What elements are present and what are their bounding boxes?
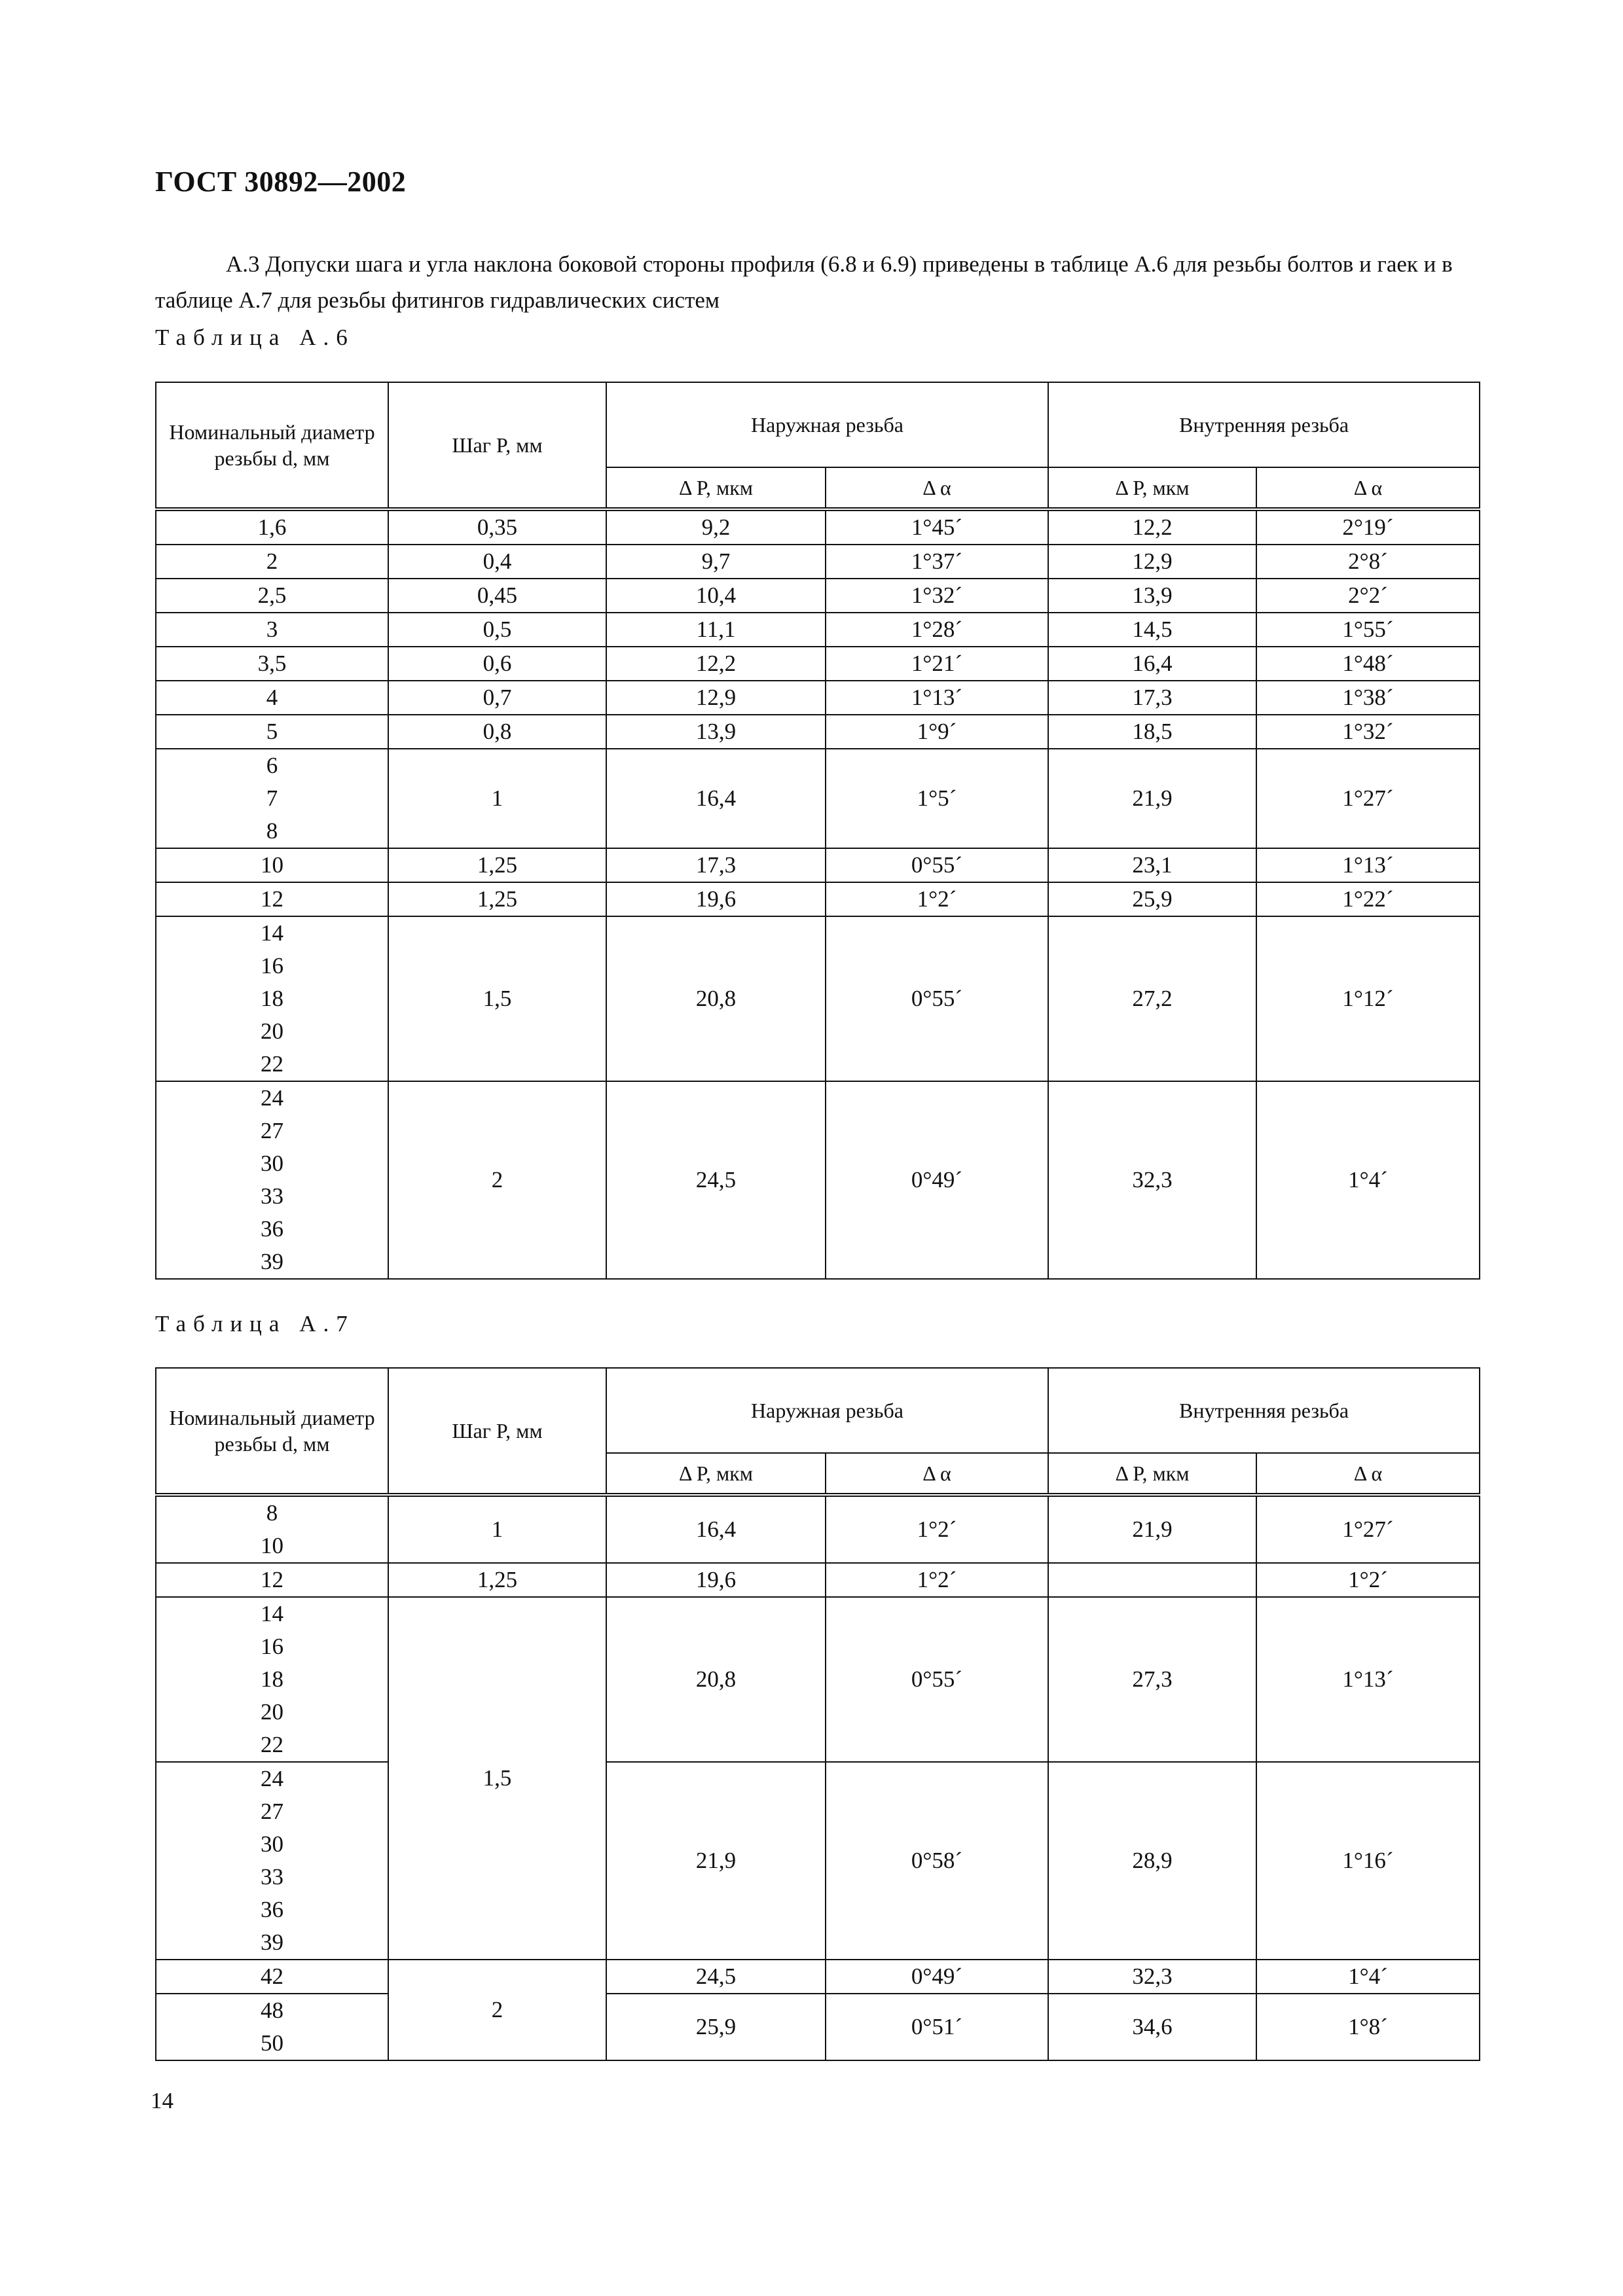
diameter-value: 20 (261, 1018, 283, 1044)
diameter-value: 7 (266, 785, 278, 811)
col-ext-da-header: Δ α (826, 467, 1048, 509)
diameter-value: 39 (261, 1249, 283, 1274)
page-number: 14 (151, 2088, 173, 2113)
diameter-value: 27 (261, 1799, 283, 1824)
col-ext-dp-header: Δ P, мкм (606, 1453, 826, 1495)
cell-ext-dp: 16,4 (606, 749, 826, 848)
cell-ext-dp: 21,9 (606, 1762, 826, 1960)
diameter-value: 3 (266, 617, 278, 642)
cell-int-da: 2°8´ (1256, 545, 1480, 579)
cell-ext-da: 0°49´ (826, 1960, 1048, 1994)
cell-ext-da: 0°55´ (826, 916, 1048, 1081)
cell-diameter (156, 1994, 388, 2060)
table-a7-caption: Таблица А.7 (155, 1311, 355, 1336)
document-header: ГОСТ 30892—2002 (155, 166, 407, 198)
cell-int-dp: 23,1 (1048, 848, 1256, 882)
cell-int-da: 1°13´ (1256, 1597, 1480, 1762)
diameter-value: 16 (261, 1634, 283, 1659)
cell-diameter (156, 509, 388, 545)
diameter-value: 16 (261, 953, 283, 978)
cell-diameter (156, 579, 388, 613)
table-row (156, 613, 1480, 647)
diameter-value: 12 (261, 886, 283, 912)
diameter-value: 2,5 (257, 583, 287, 608)
cell-int-da: 1°16´ (1256, 1762, 1480, 1960)
table-row (156, 715, 1480, 749)
table-a6 (155, 382, 1480, 1280)
diameter-value: 4 (266, 685, 278, 710)
table-row (156, 681, 1480, 715)
cell-int-da: 1°4´ (1256, 1960, 1480, 1994)
cell-int-dp: 13,9 (1048, 579, 1256, 613)
cell-pitch: 1 (388, 1495, 606, 1563)
diameter-value: 36 (261, 1216, 283, 1242)
table-row (156, 1762, 1480, 1960)
cell-int-dp: 25,9 (1048, 882, 1256, 916)
cell-ext-dp: 12,2 (606, 647, 826, 681)
diameter-value: 8 (266, 1500, 278, 1526)
cell-int-dp: 27,2 (1048, 916, 1256, 1081)
cell-ext-da: 0°51´ (826, 1994, 1048, 2060)
diameter-value: 27 (261, 1118, 283, 1143)
cell-ext-da: 1°13´ (826, 681, 1048, 715)
diameter-value: 10 (261, 1533, 283, 1558)
table-row (156, 579, 1480, 613)
cell-int-da: 2°19´ (1256, 509, 1480, 545)
table-row (156, 916, 1480, 1081)
diameter-value: 36 (261, 1897, 283, 1922)
diameter-value: 33 (261, 1183, 283, 1209)
cell-ext-da: 1°28´ (826, 613, 1048, 647)
cell-int-da: 1°55´ (1256, 613, 1480, 647)
cell-ext-dp: 16,4 (606, 1495, 826, 1563)
cell-ext-da: 0°55´ (826, 848, 1048, 882)
table-row (156, 848, 1480, 882)
diameter-value: 18 (261, 1666, 283, 1692)
cell-ext-dp: 25,9 (606, 1994, 826, 2060)
diameter-value: 2 (266, 548, 278, 574)
cell-diameter (156, 715, 388, 749)
cell-diameter (156, 749, 388, 848)
cell-int-dp: 18,5 (1048, 715, 1256, 749)
col-diameter-header: Номинальный диаметр резьбы d, мм (156, 1368, 388, 1495)
cell-ext-da: 0°58´ (826, 1762, 1048, 1960)
cell-diameter (156, 848, 388, 882)
diameter-value: 1,6 (257, 514, 287, 540)
diameter-value: 14 (261, 1601, 283, 1626)
table-row (156, 509, 1480, 545)
cell-diameter (156, 1762, 388, 1960)
cell-pitch: 0,6 (388, 647, 606, 681)
cell-int-da: 1°32´ (1256, 715, 1480, 749)
col-internal-header: Внутренняя резьба (1048, 382, 1480, 467)
diameter-value: 5 (266, 719, 278, 744)
table-row (156, 882, 1480, 916)
cell-diameter (156, 647, 388, 681)
cell-ext-da: 1°2´ (826, 882, 1048, 916)
cell-int-dp: 12,9 (1048, 545, 1256, 579)
cell-int-dp: 12,2 (1048, 509, 1256, 545)
table-row (156, 1563, 1480, 1597)
intro-paragraph-text: А.3 Допуски шага и угла наклона боковой стороны профиля (6.8 и 6.9) приведены в таблице А.6 для резьбы болтов и гаек и в таблице А.7 для резьбы фитингов гидравлических систем (155, 251, 1453, 313)
cell-int-da: 1°2´ (1256, 1563, 1480, 1597)
cell-pitch: 2 (388, 1960, 606, 2060)
cell-diameter (156, 1495, 388, 1563)
table-row (156, 647, 1480, 681)
cell-int-dp: 16,4 (1048, 647, 1256, 681)
table-row (156, 749, 1480, 848)
cell-pitch: 0,5 (388, 613, 606, 647)
col-int-da-header: Δ α (1256, 1453, 1480, 1495)
cell-ext-da: 1°21´ (826, 647, 1048, 681)
table-row (156, 1597, 1480, 1762)
cell-int-dp: 14,5 (1048, 613, 1256, 647)
cell-pitch: 0,8 (388, 715, 606, 749)
cell-ext-dp: 12,9 (606, 681, 826, 715)
cell-ext-da: 1°37´ (826, 545, 1048, 579)
cell-int-da: 1°4´ (1256, 1081, 1480, 1279)
diameter-value: 30 (261, 1151, 283, 1176)
diameter-value: 6 (266, 753, 278, 778)
col-external-header: Наружная резьба (606, 1368, 1048, 1453)
cell-ext-dp: 24,5 (606, 1960, 826, 1994)
cell-ext-dp: 19,6 (606, 882, 826, 916)
table-row (156, 1081, 1480, 1279)
diameter-value: 22 (261, 1732, 283, 1757)
cell-diameter (156, 1563, 388, 1597)
table-a6-body (156, 509, 1480, 1279)
diameter-value: 14 (261, 920, 283, 946)
cell-int-da: 2°2´ (1256, 579, 1480, 613)
table-row (156, 545, 1480, 579)
cell-int-dp: 21,9 (1048, 1495, 1256, 1563)
cell-pitch: 0,4 (388, 545, 606, 579)
cell-ext-da: 1°45´ (826, 509, 1048, 545)
col-int-dp-header: Δ P, мкм (1048, 1453, 1256, 1495)
cell-pitch: 1 (388, 749, 606, 848)
cell-pitch: 1,5 (388, 916, 606, 1081)
diameter-value: 42 (261, 1964, 283, 1989)
cell-int-dp: 32,3 (1048, 1960, 1256, 1994)
cell-ext-dp: 13,9 (606, 715, 826, 749)
cell-pitch: 2 (388, 1081, 606, 1279)
cell-pitch: 1,25 (388, 1563, 606, 1597)
cell-int-da: 1°8´ (1256, 1994, 1480, 2060)
cell-diameter (156, 916, 388, 1081)
table-row (156, 1994, 1480, 2060)
cell-int-da: 1°48´ (1256, 647, 1480, 681)
cell-ext-da: 1°2´ (826, 1563, 1048, 1597)
diameter-value: 33 (261, 1864, 283, 1890)
cell-pitch: 0,7 (388, 681, 606, 715)
cell-pitch: 0,45 (388, 579, 606, 613)
cell-ext-dp: 10,4 (606, 579, 826, 613)
diameter-value: 10 (261, 852, 283, 878)
diameter-value: 20 (261, 1699, 283, 1725)
cell-int-dp: 21,9 (1048, 749, 1256, 848)
diameter-value: 24 (261, 1085, 283, 1111)
cell-int-dp: 27,3 (1048, 1597, 1256, 1762)
col-pitch-header: Шаг P, мм (388, 1368, 606, 1495)
cell-ext-dp: 20,8 (606, 1597, 826, 1762)
diameter-value: 48 (261, 1998, 283, 2023)
diameter-value: 30 (261, 1831, 283, 1857)
diameter-value: 12 (261, 1567, 283, 1592)
col-int-da-header: Δ α (1256, 467, 1480, 509)
cell-ext-da: 0°55´ (826, 1597, 1048, 1762)
cell-diameter (156, 1960, 388, 1994)
col-pitch-header: Шаг P, мм (388, 382, 606, 509)
table-a6-caption: Таблица А.6 (155, 325, 355, 350)
table-a7 (155, 1367, 1480, 2061)
cell-int-dp: 32,3 (1048, 1081, 1256, 1279)
cell-int-dp (1048, 1563, 1256, 1597)
diameter-value: 3,5 (257, 651, 287, 676)
cell-int-dp: 34,6 (1048, 1994, 1256, 2060)
table-a7-body (156, 1495, 1480, 2060)
cell-ext-da: 0°49´ (826, 1081, 1048, 1279)
diameter-value: 22 (261, 1051, 283, 1077)
cell-int-dp: 28,9 (1048, 1762, 1256, 1960)
intro-paragraph (155, 246, 1453, 318)
cell-ext-dp: 9,2 (606, 509, 826, 545)
col-ext-dp-header: Δ P, мкм (606, 467, 826, 509)
diameter-value: 39 (261, 1929, 283, 1955)
cell-int-da: 1°27´ (1256, 1495, 1480, 1563)
col-external-header: Наружная резьба (606, 382, 1048, 467)
cell-diameter (156, 1597, 388, 1762)
cell-ext-da: 1°9´ (826, 715, 1048, 749)
cell-diameter (156, 1081, 388, 1279)
cell-int-da: 1°38´ (1256, 681, 1480, 715)
cell-diameter (156, 882, 388, 916)
cell-ext-dp: 20,8 (606, 916, 826, 1081)
cell-ext-dp: 24,5 (606, 1081, 826, 1279)
col-ext-da-header: Δ α (826, 1453, 1048, 1495)
cell-pitch: 1,5 (388, 1597, 606, 1960)
cell-ext-dp: 11,1 (606, 613, 826, 647)
cell-pitch: 0,35 (388, 509, 606, 545)
col-int-dp-header: Δ P, мкм (1048, 467, 1256, 509)
diameter-value: 18 (261, 986, 283, 1011)
cell-diameter (156, 545, 388, 579)
cell-ext-dp: 19,6 (606, 1563, 826, 1597)
cell-int-da: 1°13´ (1256, 848, 1480, 882)
cell-ext-dp: 17,3 (606, 848, 826, 882)
diameter-value: 8 (266, 818, 278, 844)
cell-diameter (156, 681, 388, 715)
cell-ext-da: 1°2´ (826, 1495, 1048, 1563)
diameter-value: 24 (261, 1766, 283, 1791)
cell-int-dp: 17,3 (1048, 681, 1256, 715)
cell-ext-da: 1°32´ (826, 579, 1048, 613)
table-row (156, 1960, 1480, 1994)
cell-pitch: 1,25 (388, 848, 606, 882)
cell-int-da: 1°12´ (1256, 916, 1480, 1081)
cell-int-da: 1°22´ (1256, 882, 1480, 916)
col-internal-header: Внутренняя резьба (1048, 1368, 1480, 1453)
col-diameter-header: Номинальный диаметр резьбы d, мм (156, 382, 388, 509)
cell-ext-da: 1°5´ (826, 749, 1048, 848)
diameter-value: 50 (261, 2030, 283, 2056)
cell-pitch: 1,25 (388, 882, 606, 916)
cell-ext-dp: 9,7 (606, 545, 826, 579)
cell-int-da: 1°27´ (1256, 749, 1480, 848)
cell-diameter (156, 613, 388, 647)
table-row (156, 1495, 1480, 1563)
